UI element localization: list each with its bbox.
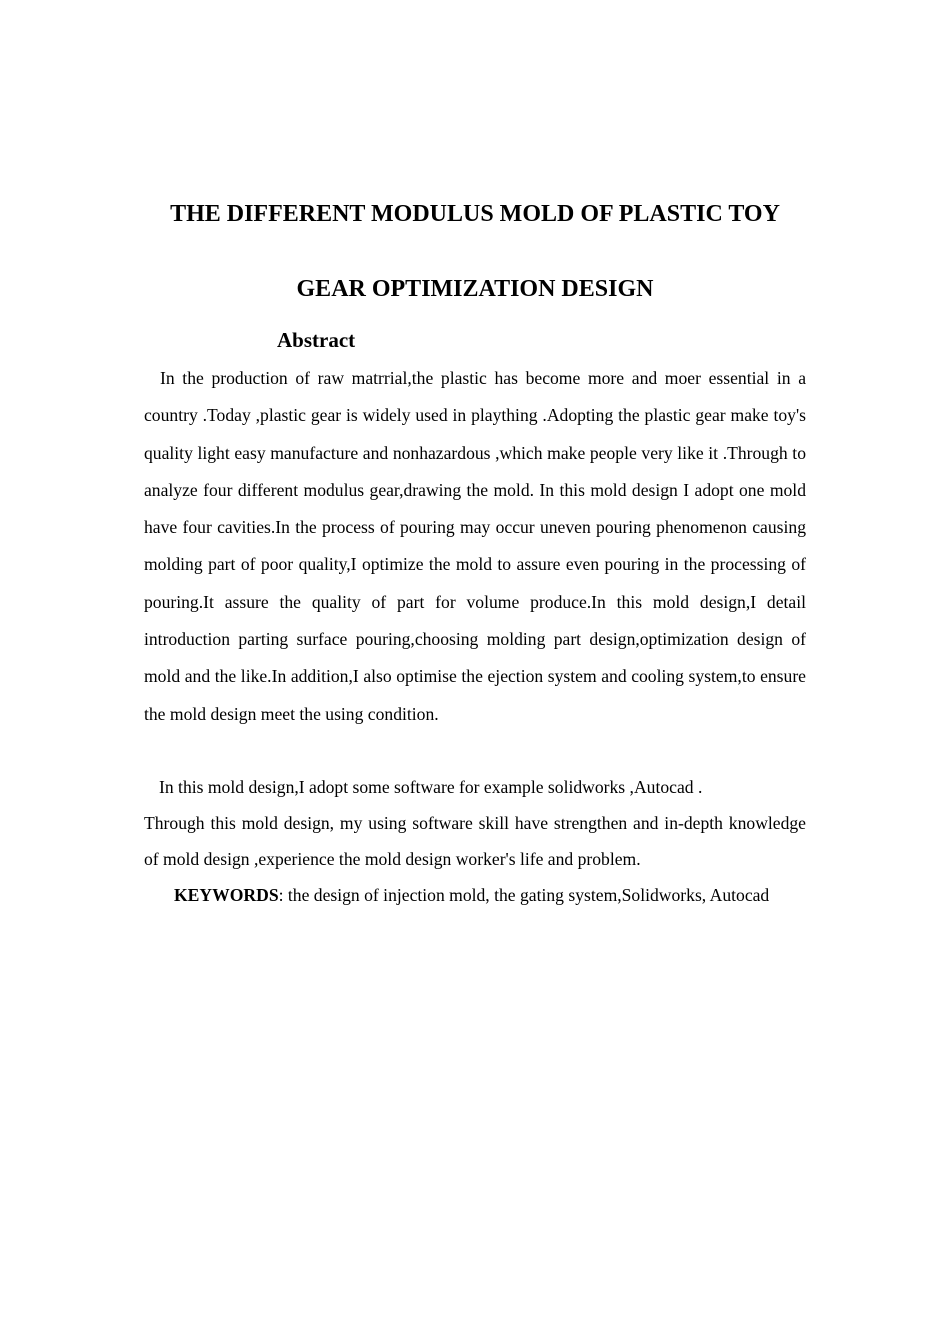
title-line-1: THE DIFFERENT MODULUS MOLD OF PLASTIC TOY <box>170 201 780 227</box>
keywords-separator: : <box>278 885 288 905</box>
abstract-paragraph-2 <box>144 769 806 877</box>
keywords-text: the design of injection mold, the gating system,Solidworks, Autocad <box>287 885 770 905</box>
paragraph-2-lead: In this mold design,I adopt some software for example solidworks ,Autocad . <box>159 777 703 797</box>
abstract-heading: Abstract <box>277 328 356 352</box>
keywords-line <box>144 877 806 914</box>
abstract-paragraph-1: In the production of raw matrrial,the plastic has become more and moer essential in a country .Today ,plastic gear is widely used in plaything .Adopting the plastic gear make toy's quality light easy manufacture and nonhazardous ,which make people very like it .Through to analyze four different modulus gear,drawing the mold. In this mold design I adopt one mold have four cavities.In the process of pouring may occur uneven pouring phenomenon causing molding part of poor quality,I optimize the mold to assure even pouring in the processing of pouring.It assure the quality of part for volume produce.In this mold design,I detail introduction parting surface pouring,choosing molding part design,optimization design of mold and the like.In addition,I also optimise the ejection system and cooling system,to ensure the mold design meet the using condition. <box>144 368 806 724</box>
title-line-2: GEAR OPTIMIZATION DESIGN <box>296 276 654 302</box>
paragraph-2-rest: Through this mold design, my using software skill have strengthen and in-depth knowledge of mold design ,experience the mold design worker's life and problem. <box>144 813 806 869</box>
keywords-label: KEYWORDS <box>174 885 279 905</box>
